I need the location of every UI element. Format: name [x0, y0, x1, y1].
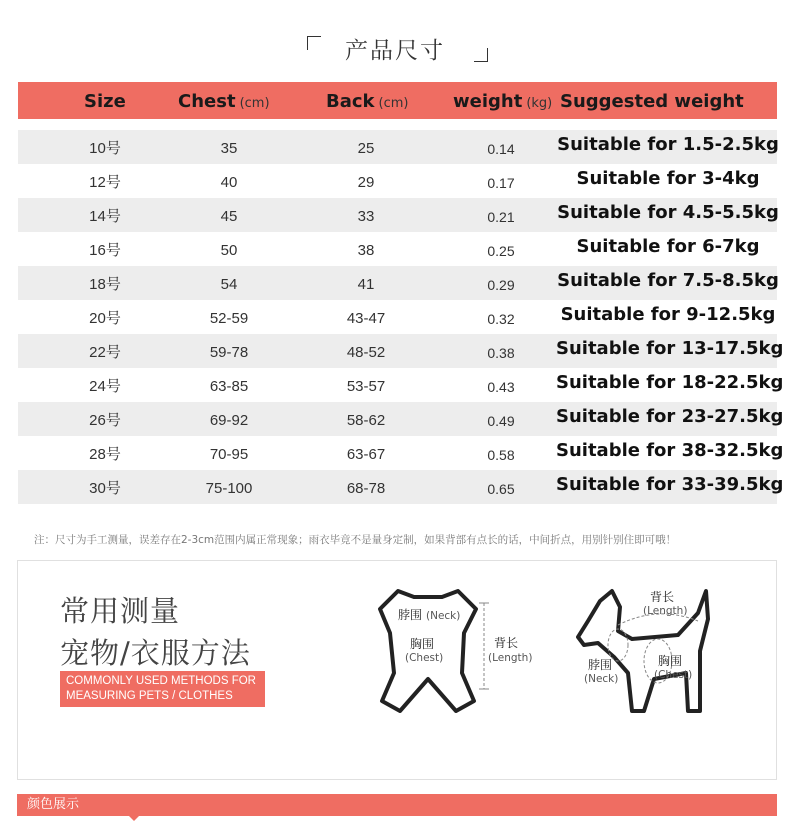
measurement-note: 注：尺寸为手工测量，误差存在2-3cm范围内属正常现象；雨衣毕竟不是量身定制，如果背部有点长的话，中间折点，用别针别住即可哦！: [34, 534, 677, 546]
cell-chest: 59-78: [209, 344, 249, 361]
cell-suggested-weight: Suitable for 4.5-5.5kg: [557, 202, 779, 223]
clothes-diagram: [358, 561, 558, 781]
cell-weight: 0.32: [487, 311, 515, 327]
table-row: [18, 198, 777, 232]
title-bracket-right: [474, 48, 488, 62]
clothes-length-cn: 背长: [494, 636, 519, 650]
dog-chest-en: (Chest): [654, 669, 693, 681]
guide-title-line1: 常用测量: [60, 594, 181, 628]
cell-suggested-weight: Suitable for 3-4kg: [576, 168, 760, 189]
cell-chest: 70-95: [209, 446, 249, 463]
color-display-label: 颜色展示: [27, 797, 80, 812]
table-row: [18, 266, 777, 300]
cell-size: 14号: [89, 208, 121, 225]
cell-weight: 0.21: [487, 209, 515, 225]
clothes-chest-en: (Chest): [405, 652, 444, 664]
guide-badge: [60, 671, 265, 707]
cell-back: 63-67: [346, 446, 386, 463]
cell-chest: 69-92: [209, 412, 249, 429]
cell-chest: 54: [220, 276, 238, 293]
cell-weight: 0.49: [487, 413, 515, 429]
cell-weight: 0.43: [487, 379, 515, 395]
garment-outline-icon: [380, 591, 476, 711]
dog-length-en: (Length): [643, 605, 688, 617]
table-row: [18, 164, 777, 198]
cell-weight: 0.17: [487, 175, 515, 191]
cell-chest: 35: [220, 140, 238, 157]
dog-chest-cn: 胸围: [658, 654, 683, 668]
cell-back: 48-52: [346, 344, 386, 361]
table-row: [18, 232, 777, 266]
header-suggested-weight: Suggested weight: [560, 91, 744, 112]
table-row: [18, 470, 784, 504]
size-table-header: [18, 82, 777, 119]
cell-back: 43-47: [346, 310, 386, 327]
section-title: [0, 28, 790, 68]
cell-weight: 0.38: [487, 345, 515, 361]
cell-back: 33: [357, 208, 375, 225]
cell-chest: 52-59: [209, 310, 249, 327]
cell-back: 53-57: [346, 378, 386, 395]
cell-back: 41: [357, 276, 375, 293]
cell-suggested-weight: Suitable for 18-22.5kg: [556, 372, 784, 393]
page-title: 产品尺寸: [345, 38, 445, 64]
cell-size: 28号: [89, 446, 121, 463]
table-row: [18, 334, 784, 368]
table-row: [18, 402, 784, 436]
cell-size: 18号: [89, 276, 121, 293]
cell-size: 16号: [89, 242, 121, 259]
cell-chest: 40: [220, 174, 238, 191]
cell-suggested-weight: Suitable for 9-12.5kg: [560, 304, 776, 325]
cell-weight: 0.25: [487, 243, 515, 259]
guide-title-line2: 宠物/衣服方法: [60, 636, 251, 670]
bar-notch: [129, 816, 139, 821]
size-table-body: [18, 130, 784, 504]
clothes-neck-cn: 脖围: [398, 608, 423, 622]
cell-back: 68-78: [346, 480, 386, 497]
clothes-length-en: (Length): [488, 652, 533, 664]
dog-neck-en: (Neck): [584, 673, 619, 685]
cell-back: 29: [357, 174, 375, 191]
guide-badge-line2: MEASURING PETS / CLOTHES: [66, 690, 233, 702]
clothes-chest-cn: 胸围: [410, 637, 435, 651]
header-weight: weight (kg): [453, 91, 553, 112]
measurement-guide: [17, 560, 777, 780]
cell-size: 30号: [89, 480, 121, 497]
header-chest: Chest (cm): [178, 91, 270, 112]
cell-suggested-weight: Suitable for 1.5-2.5kg: [557, 134, 779, 155]
cell-size: 22号: [89, 344, 121, 361]
table-row: [18, 130, 777, 164]
guide-badge-line1: COMMONLY USED METHODS FOR: [66, 675, 256, 687]
cell-weight: 0.14: [487, 141, 515, 157]
cell-chest: 50: [220, 242, 238, 259]
dog-diagram: [558, 561, 768, 781]
cell-chest: 63-85: [209, 378, 249, 395]
cell-weight: 0.58: [487, 447, 515, 463]
clothes-neck-en: (Neck): [426, 610, 461, 622]
cell-suggested-weight: Suitable for 6-7kg: [576, 236, 760, 257]
cell-size: 20号: [89, 310, 121, 327]
dog-length-cn: 背长: [650, 590, 675, 604]
cell-size: 10号: [89, 140, 121, 157]
cell-back: 58-62: [346, 412, 386, 429]
cell-size: 26号: [89, 412, 121, 429]
cell-suggested-weight: Suitable for 38-32.5kg: [556, 440, 784, 461]
cell-back: 25: [357, 140, 375, 157]
table-row: [18, 436, 784, 470]
cell-chest: 45: [220, 208, 238, 225]
header-back: Back (cm): [326, 91, 409, 112]
cell-chest: 75-100: [205, 480, 253, 497]
cell-suggested-weight: Suitable for 7.5-8.5kg: [557, 270, 779, 291]
header-size: Size: [84, 91, 126, 112]
cell-suggested-weight: Suitable for 33-39.5kg: [556, 474, 784, 495]
cell-weight: 0.29: [487, 277, 515, 293]
dog-neck-cn: 脖围: [588, 658, 613, 672]
table-row: [18, 300, 777, 334]
cell-back: 38: [357, 242, 375, 259]
cell-size: 24号: [89, 378, 121, 395]
cell-suggested-weight: Suitable for 23-27.5kg: [556, 406, 784, 427]
cell-size: 12号: [89, 174, 121, 191]
cell-weight: 0.65: [487, 481, 515, 497]
table-row: [18, 368, 784, 402]
cell-suggested-weight: Suitable for 13-17.5kg: [556, 338, 784, 359]
color-display-bar: [17, 794, 777, 816]
